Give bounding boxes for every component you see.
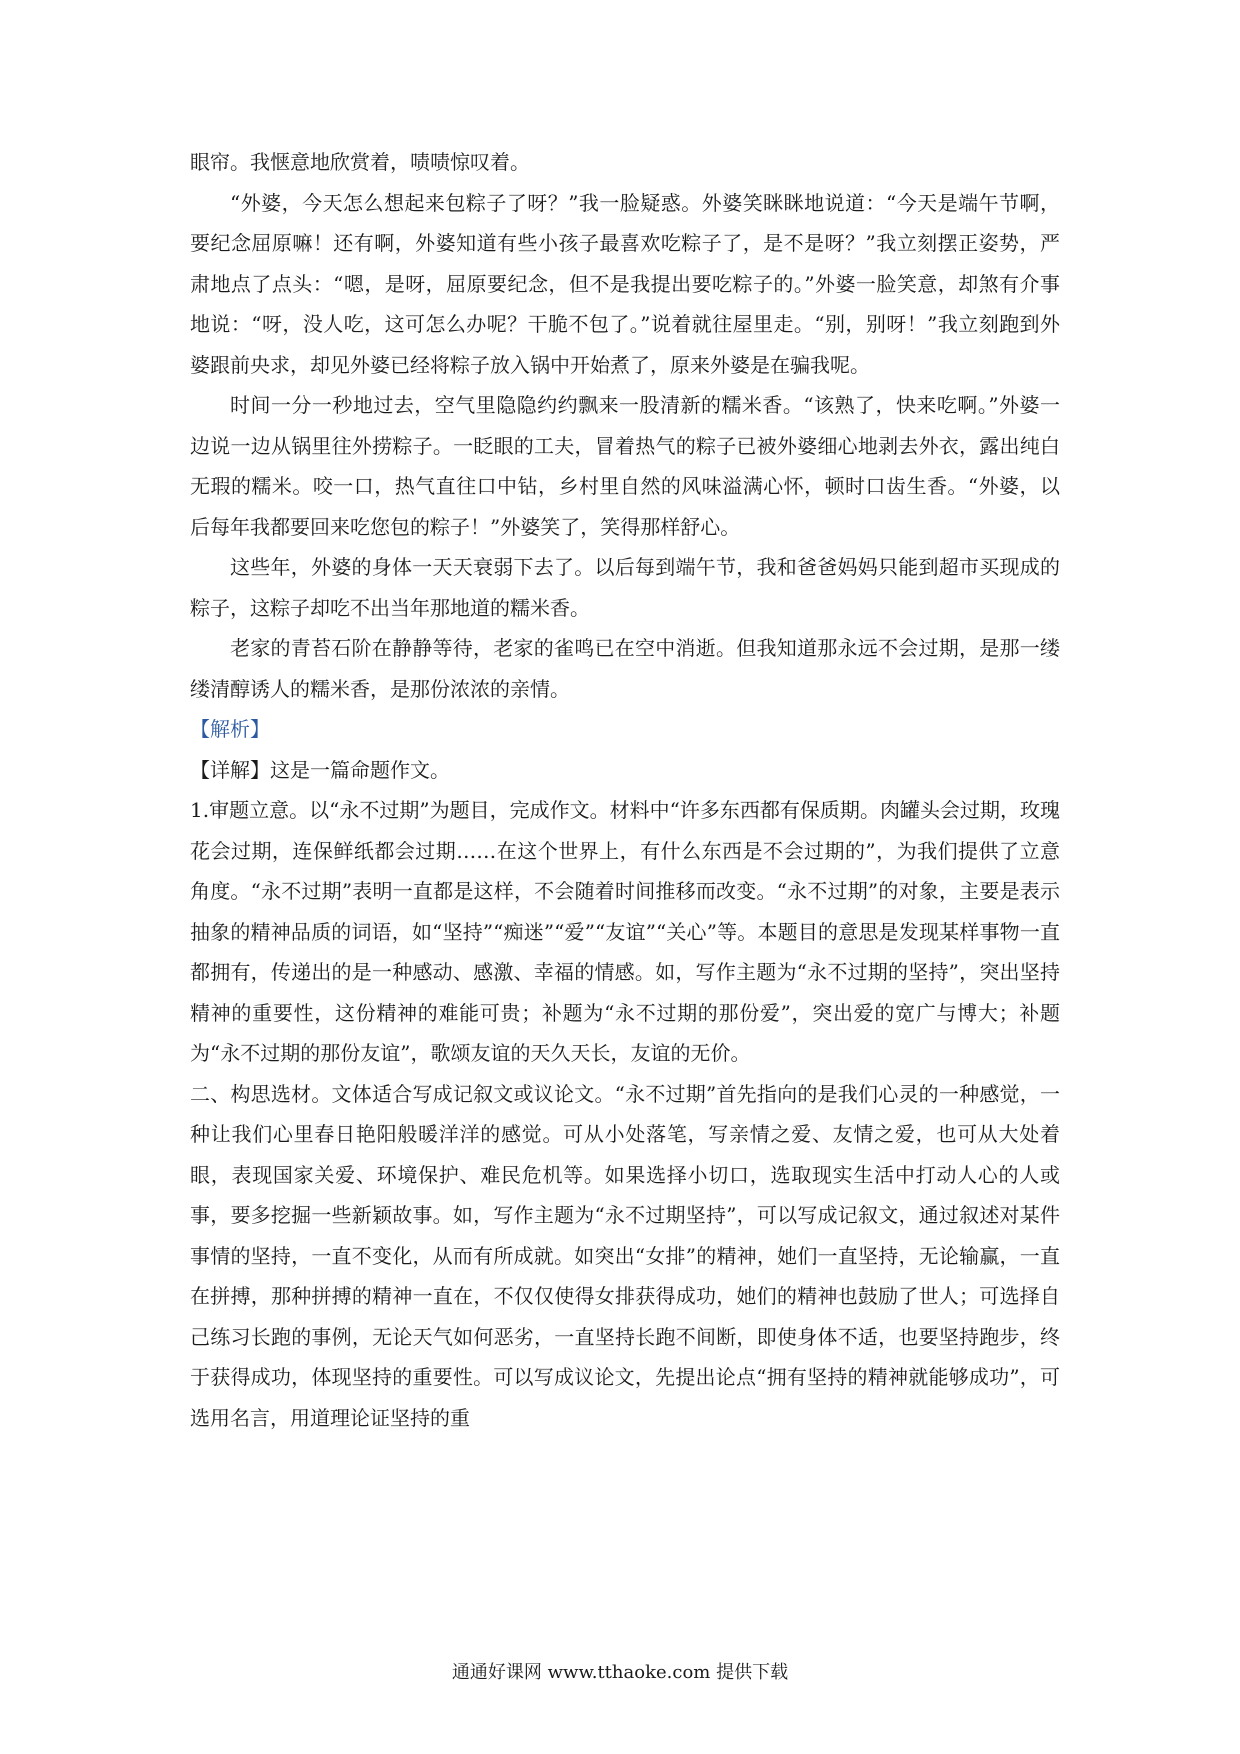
story-paragraph-1: 眼帘。我惬意地欣赏着，啧啧惊叹着。 bbox=[190, 150, 530, 174]
story-paragraph-5: 老家的青苔石阶在静静等待，老家的雀鸣已在空中消逝。但我知道那永远不会过期，是那一缕缕清醇诱人的糯米香，是那份浓浓的亲情。 bbox=[190, 636, 1060, 701]
story-paragraph-3: 时间一分一秒地过去，空气里隐隐约约飘来一股清新的糯米香。“该熟了，快来吃啊。”外婆一边说一边从锅里往外捞粽子。一眨眼的工夫，冒着热气的粽子已被外婆细心地剥去外衣，露出纯白无瑕的糯米。咬一口，热气直往口中钻，乡村里自然的风味溢满心怀，顿时口齿生香。“外婆，以后每年我都要回来吃您包的粽子！”外婆笑了，笑得那样舒心。 bbox=[190, 393, 1060, 539]
story-paragraph-2: “外婆，今天怎么想起来包粽子了呀？”我一脸疑惑。外婆笑眯眯地说道：“今天是端午节啊，要纪念屈原嘛！还有啊，外婆知道有些小孩子最喜欢吃粽子了，是不是呀？”我立刻摆正姿势，严肃地点了点头：“嗯，是呀，屈原要纪念，但不是我提出要吃粽子的。”外婆一脸笑意，却煞有介事地说：“呀，没人吃，这可怎么办呢？干脆不包了。”说着就往屋里走。“别，别呀！”我立刻跑到外婆跟前央求，却见外婆已经将粽子放入锅中开始煮了，原来外婆是在骗我呢。 bbox=[190, 190, 1060, 377]
analysis-paragraph-1: 1.审题立意。以“永不过期”为题目，完成作文。材料中“许多东西都有保质期。肉罐头会过期，玫瑰花会过期，连保鲜纸都会过期……在这个世界上，有什么东西是不会过期的”，为我们提供了立意角度。“永不过期”表明一直都是这样，不会随着时间推移而改变。“永不过期”的对象，主要是表示抽象的精神品质的词语，如“坚持”“痴迷”“爱”“友谊”“关心”等。本题目的意思是发现某样事物一直都拥有，传递出的是一种感动、感激、幸福的情感。如，写作主题为“永不过期的坚持”，突出坚持精神的重要性，这份精神的难能可贵；补题为“永不过期的那份爱”，突出爱的宽广与博大；补题为“永不过期的那份友谊”，歌颂友谊的天久天长，友谊的无价。 bbox=[190, 798, 1060, 1065]
analysis-heading: 【解析】 bbox=[190, 717, 270, 741]
analysis-paragraph-2: 二、构思选材。文体适合写成记叙文或议论文。“永不过期”首先指向的是我们心灵的一种感觉，一种让我们心里春日艳阳般暖洋洋的感觉。可从小处落笔，写亲情之爱、友情之爱，也可从大处着眼，表现国家关爱、环境保护、难民危机等。如果选择小切口，选取现实生活中打动人心的人或事，要多挖掘一些新颖故事。如，写作主题为“永不过期坚持”，可以写成记叙文，通过叙述对某件事情的坚持，一直不变化，从而有所成就。如突出“女排”的精神，她们一直坚持，无论输赢，一直在拼搏，那种拼搏的精神一直在，不仅仅使得女排获得成功，她们的精神也鼓励了世人；可选择自己练习长跑的事例，无论天气如何恶劣，一直坚持长跑不间断，即使身体不适，也要坚持跑步，终于获得成功，体现坚持的重要性。可以写成议论文，先提出论点“拥有坚持的精神就能够成功”，可选用名言，用道理论证坚持的重 bbox=[190, 1081, 1060, 1430]
document-body bbox=[190, 142, 1060, 1438]
story-paragraph-4: 这些年，外婆的身体一天天衰弱下去了。以后每到端午节，我和爸爸妈妈只能到超市买现成的粽子，这粽子却吃不出当年那地道的糯米香。 bbox=[190, 555, 1060, 620]
page-footer: 通通好课网 www.tthaoke.com 提供下载 bbox=[451, 1662, 789, 1683]
detail-line: 【详解】这是一篇命题作文。 bbox=[190, 757, 450, 782]
